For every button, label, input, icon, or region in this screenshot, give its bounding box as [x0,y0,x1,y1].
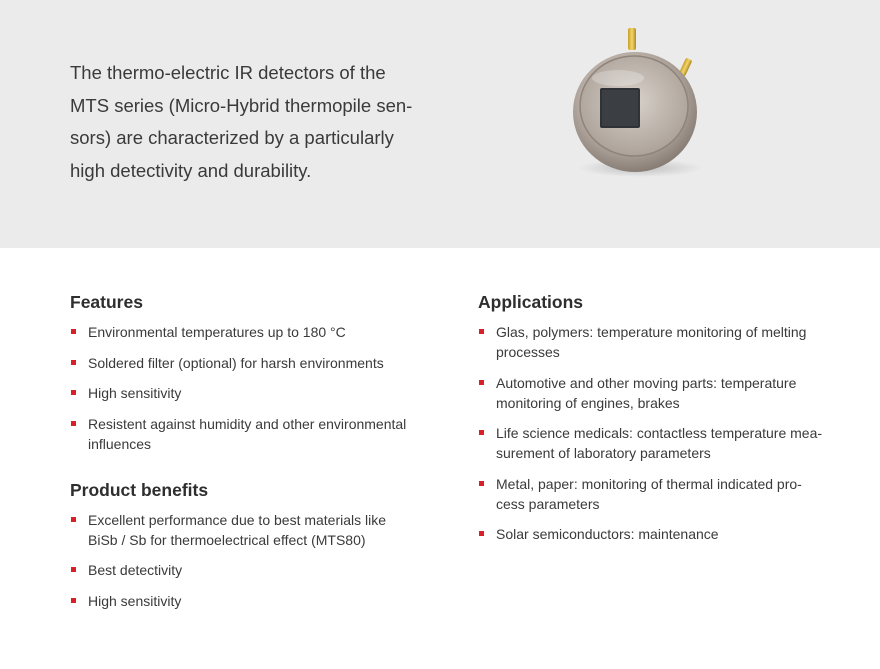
sensor-image [560,20,710,180]
list-item: Solar semiconductors: maintenance [478,524,858,544]
applications-list [478,322,858,544]
right-column [478,290,858,555]
features-list [70,322,450,454]
bullet-icon [71,421,76,426]
list-item: Soldered filter (optional) for harsh environments [70,353,450,373]
hero-line: MTS series (Micro-Hybrid thermopile sen- [70,94,413,116]
list-item: Metal, paper: monitoring of thermal indicated pro- cess parameters [478,474,858,514]
bullet-icon [71,329,76,334]
list-item: Automotive and other moving parts: temperature monitoring of engines, brakes [478,373,858,413]
bullet-icon [479,380,484,385]
list-item: Excellent performance due to best materials like BiSb / Sb for thermoelectrical effect (MTS80) [70,510,450,550]
benefits-heading: Product benefits [70,479,209,500]
bullet-icon [479,430,484,435]
list-item: Resistent against humidity and other environmental influences [70,414,450,454]
bullet-icon [479,481,484,486]
list-item: Life science medicals: contactless temperature mea- surement of laboratory parameters [478,423,858,463]
hero-line: sors) are characterized by a particularly [70,127,394,148]
list-item: High sensitivity [70,591,450,611]
bullet-icon [479,531,484,536]
features-section [70,290,450,454]
bullet-icon [479,329,484,334]
left-column [70,290,450,621]
bullet-icon [71,517,76,522]
benefits-section [70,478,450,611]
hero-description [70,57,450,187]
hero-line: high detectivity and durability. [70,159,312,181]
benefits-list [70,510,450,611]
bullet-icon [71,390,76,395]
applications-section [478,290,858,544]
list-item: Glas, polymers: temperature monitoring of melting processes [478,322,858,362]
features-heading: Features [70,292,143,312]
bullet-icon [71,567,76,572]
bullet-icon [71,360,76,365]
list-item: Environmental temperatures up to 180 °C [70,322,450,342]
list-item: High sensitivity [70,383,450,403]
applications-heading: Applications [478,292,584,312]
hero-section [0,0,880,248]
bullet-icon [71,598,76,603]
list-item: Best detectivity [70,560,450,580]
hero-line: The thermo-electric IR detectors of the [70,62,386,83]
